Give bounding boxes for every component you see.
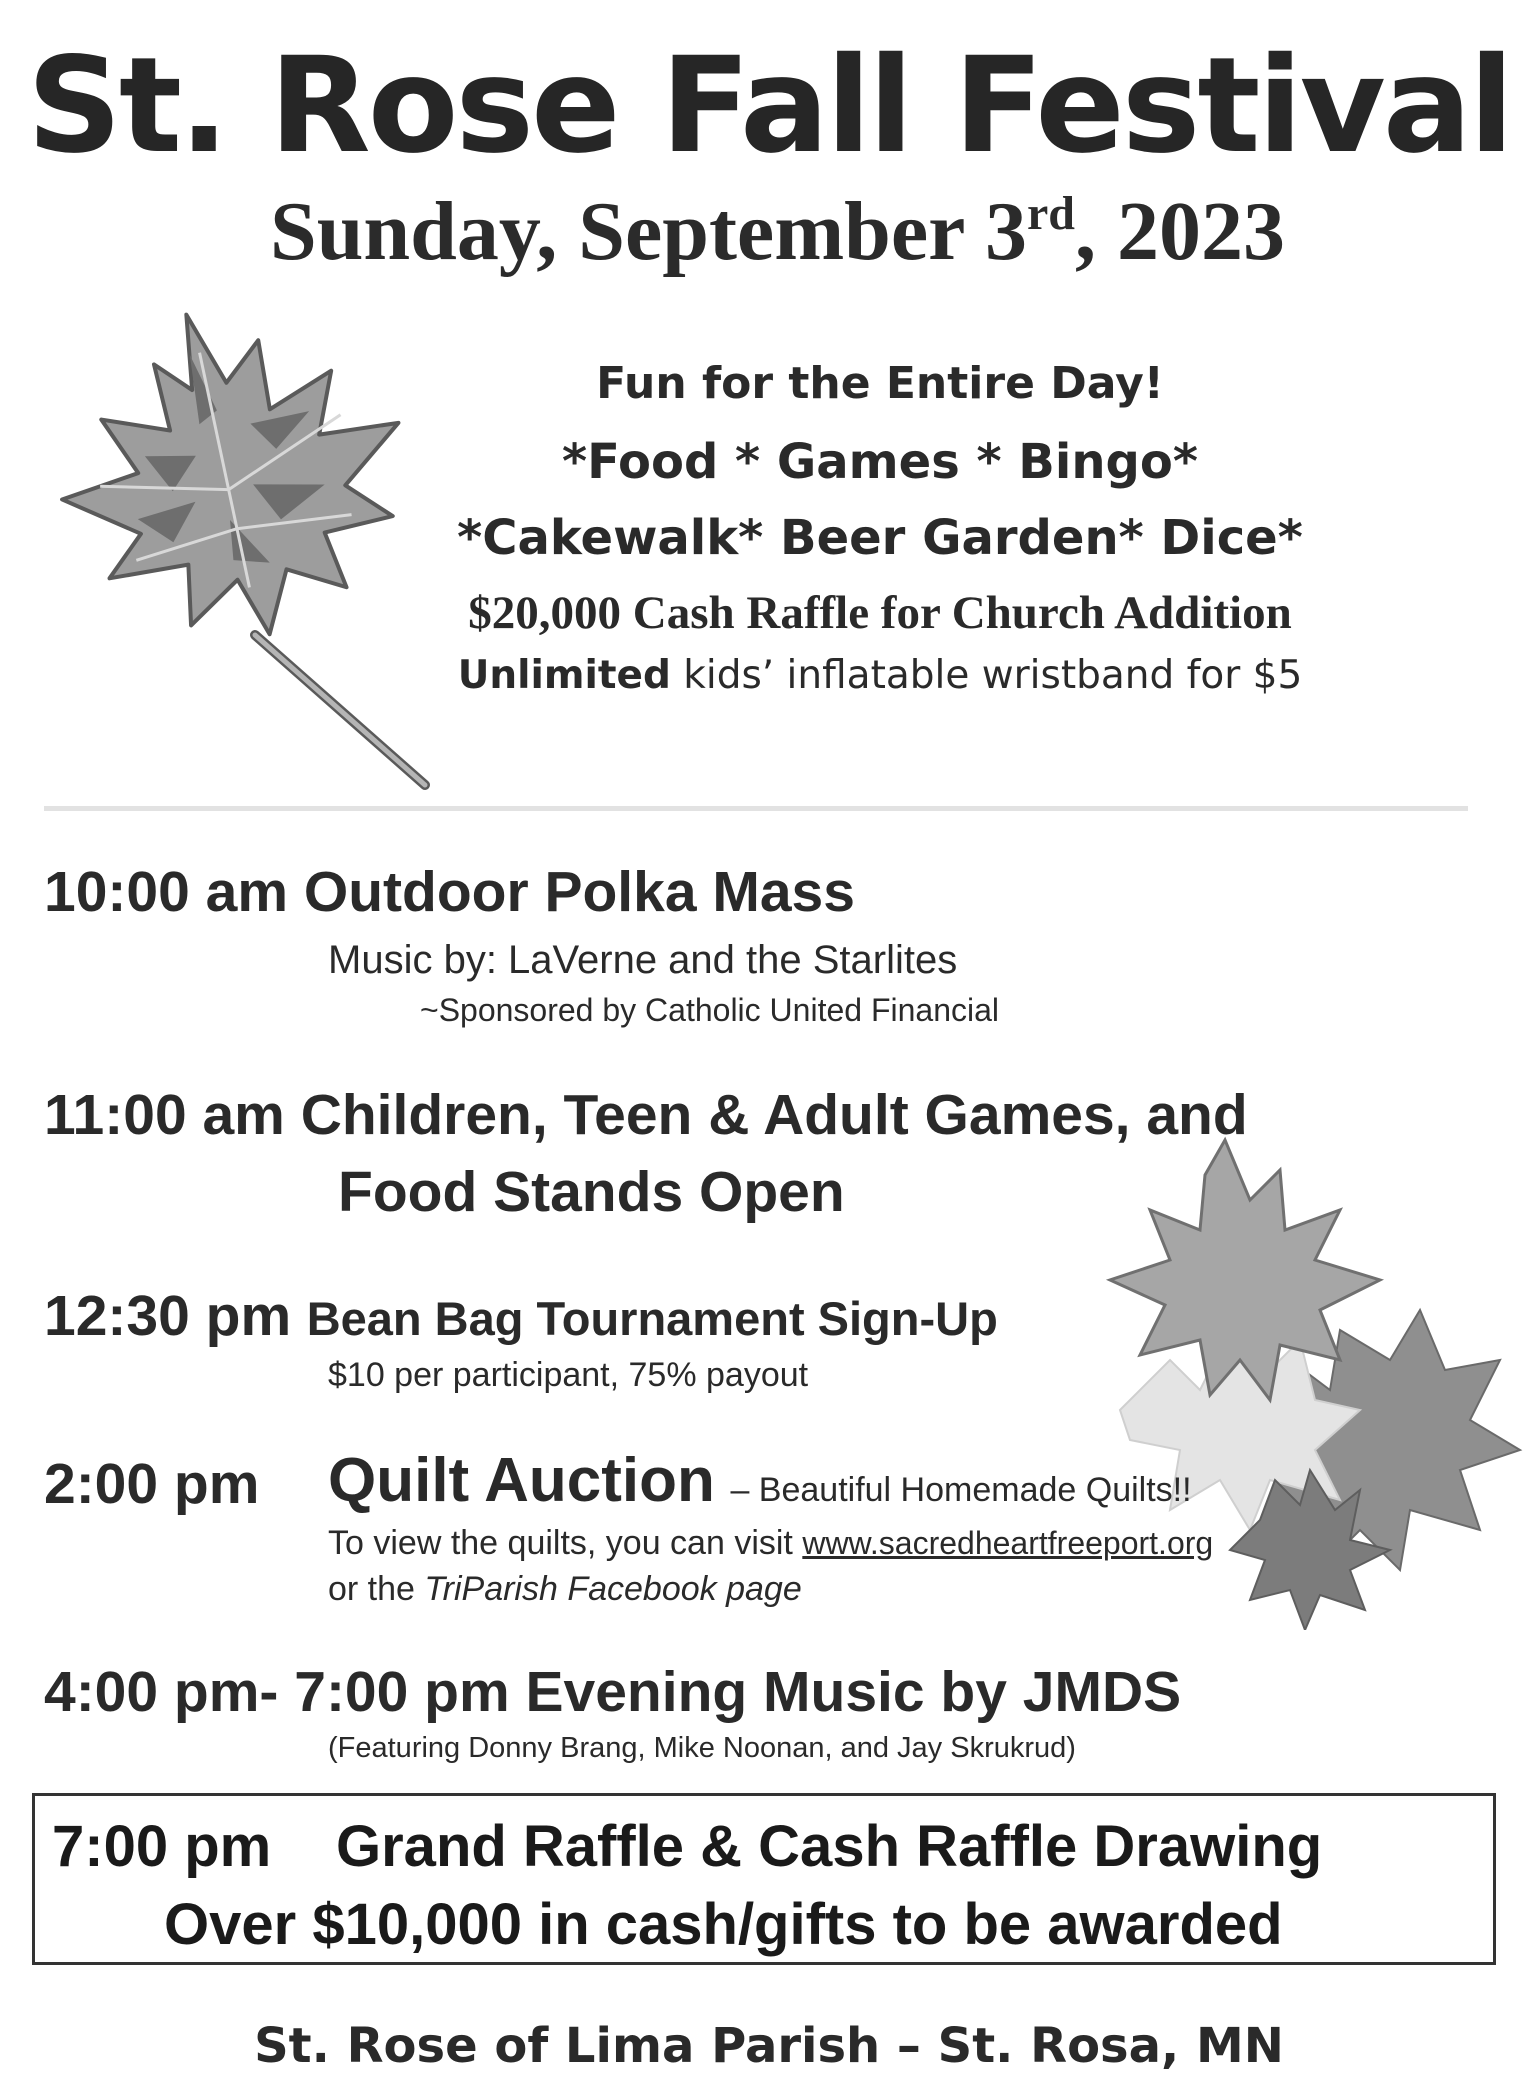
music-line	[44, 1660, 1182, 1724]
mass-title: Outdoor Polka Mass	[303, 860, 855, 924]
quilt-view	[328, 1526, 1213, 1560]
music-featuring: (Featuring Donny Brang, Mike Noonan, and Jay Skrukrud)	[328, 1732, 1076, 1764]
date-main: Sunday, September 3	[270, 185, 1027, 278]
date-suffix: rd	[1026, 187, 1075, 240]
beanbag-detail: $10 per participant, 75% payout	[328, 1356, 809, 1394]
quilt-website-link[interactable]: www.sacredheartfreeport.org	[802, 1525, 1214, 1561]
raffle-title: Grand Raffle & Cash Raffle Drawing	[336, 1814, 1323, 1879]
quilt-facebook: TriParish Facebook page	[424, 1570, 802, 1608]
music-time: 4:00 pm- 7:00 pm	[44, 1660, 510, 1724]
raffle-awards: Over $10,000 in cash/gifts to be awarded	[164, 1892, 1283, 1957]
divider	[44, 806, 1468, 811]
parish-footer: St. Rose of Lima Parish – St. Rosa, MN	[254, 2018, 1284, 2074]
beanbag-time: 12:30 pm	[44, 1284, 292, 1348]
mass-music: Music by: LaVerne and the Starlites	[328, 938, 958, 982]
games-line	[44, 1083, 1248, 1147]
highlight-cash-raffle: $20,000 Cash Raffle for Church Addition	[468, 587, 1292, 639]
highlight-cakewalk-beer-dice: *Cakewalk* Beer Garden* Dice*	[457, 510, 1303, 566]
quilt-line	[328, 1446, 1192, 1515]
beanbag-line	[44, 1284, 998, 1348]
quilt-title: Quilt Auction	[328, 1446, 715, 1515]
mass-line	[44, 860, 855, 924]
games-title-line2: Food Stands Open	[338, 1160, 845, 1224]
quilt-tagline: – Beautiful Homemade Quilts!!	[730, 1471, 1192, 1509]
page-title: St. Rose Fall Festival	[26, 29, 1512, 183]
games-title-line1: Children, Teen & Adult Games, and	[300, 1083, 1248, 1147]
quilt-view-text: To view the quilts, you can visit	[328, 1524, 803, 1562]
quilt-time: 2:00 pm	[44, 1452, 260, 1516]
highlight-wristband	[380, 653, 1380, 698]
mass-time: 10:00 am	[44, 860, 289, 924]
wristband-rest: kids’ inflatable wristband for $5	[670, 653, 1303, 698]
highlight-fun: Fun for the Entire Day!	[596, 358, 1164, 409]
music-title: Evening Music by JMDS	[525, 1660, 1182, 1724]
quilt-or	[328, 1572, 802, 1606]
wristband-bold: Unlimited	[457, 653, 671, 698]
event-date	[270, 185, 1285, 278]
mass-sponsor: ~Sponsored by Catholic United Financial	[420, 992, 999, 1028]
beanbag-title: Bean Bag Tournament Sign-Up	[306, 1292, 998, 1345]
games-time: 11:00 am	[44, 1083, 285, 1147]
highlight-food-games-bingo: *Food * Games * Bingo*	[562, 434, 1198, 490]
raffle-time: 7:00 pm	[52, 1814, 272, 1879]
quilt-or-text: or the	[328, 1570, 425, 1608]
date-year: , 2023	[1074, 185, 1285, 278]
